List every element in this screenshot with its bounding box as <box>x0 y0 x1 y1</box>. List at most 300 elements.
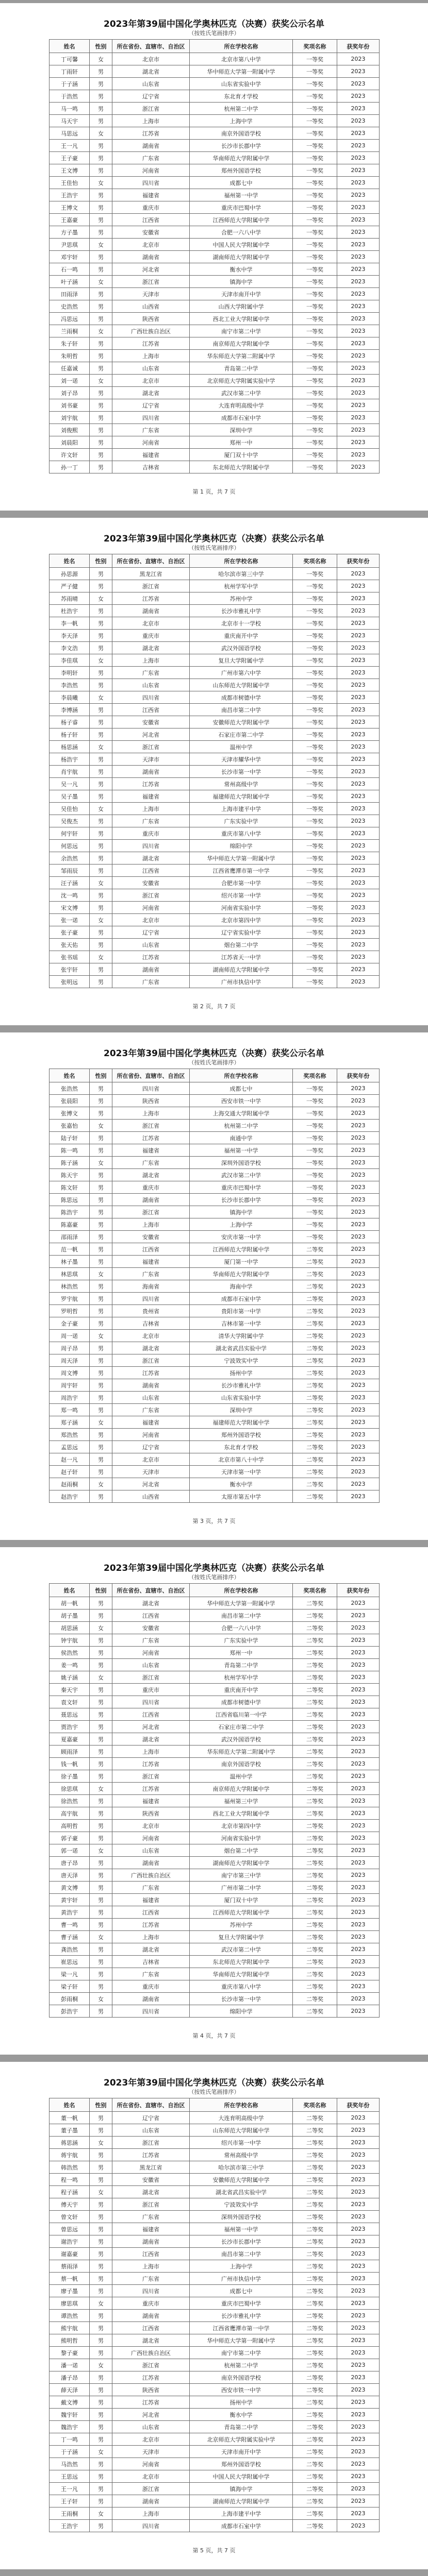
award-cell: 一等奖 <box>293 951 337 963</box>
gender-cell: 男 <box>90 2495 112 2507</box>
award-cell: 一等奖 <box>293 976 337 988</box>
name-cell: 邹雨辰 <box>50 865 90 877</box>
table-row <box>50 778 380 790</box>
province-cell: 江苏省 <box>112 2371 190 2384</box>
award-cell: 二等奖 <box>293 1659 337 1671</box>
table-row <box>50 1367 380 1379</box>
year-cell: 2023 <box>337 2495 380 2507</box>
gender-cell: 男 <box>90 2520 112 2532</box>
table-row <box>50 827 380 840</box>
column-header: 所在省份、直辖市、自治区 <box>112 40 190 53</box>
table-row <box>50 1107 380 1120</box>
gender-cell: 男 <box>90 164 112 177</box>
award-cell: 一等奖 <box>293 140 337 152</box>
table-row <box>50 288 380 300</box>
gender-cell: 男 <box>90 412 112 424</box>
province-cell: 湖南省 <box>112 1857 190 1869</box>
award-cell: 一等奖 <box>293 436 337 449</box>
name-cell: 刘晨阳 <box>50 436 90 449</box>
name-cell: 田雨泽 <box>50 288 90 300</box>
gender-cell: 男 <box>90 1943 112 1956</box>
award-cell: 一等奖 <box>293 350 337 362</box>
award-cell: 一等奖 <box>293 412 337 424</box>
page-title: 2023年第39届中国化学奥林匹克（决赛）获奖公示名单 <box>104 1563 324 1573</box>
gender-cell: 女 <box>90 177 112 189</box>
year-cell: 2023 <box>337 1733 380 1745</box>
award-cell: 二等奖 <box>293 1721 337 1733</box>
year-cell: 2023 <box>337 865 380 877</box>
table-row <box>50 127 380 140</box>
year-cell: 2023 <box>337 1770 380 1783</box>
name-cell: 张晨阳 <box>50 1095 90 1107</box>
table-row <box>50 1993 380 2005</box>
award-cell: 二等奖 <box>293 1367 337 1379</box>
year-cell: 2023 <box>337 939 380 951</box>
province-cell: 湖南省 <box>112 605 190 617</box>
table-row <box>50 1379 380 1392</box>
award-cell: 二等奖 <box>293 1745 337 1758</box>
award-cell: 一等奖 <box>293 728 337 741</box>
school-cell: 华东师范大学第二附属中学 <box>190 1745 293 1758</box>
name-cell: 廖思琪 <box>50 2297 90 2310</box>
school-cell: 深圳外国语学校 <box>190 2211 293 2223</box>
gender-cell: 男 <box>90 2112 112 2124</box>
award-cell: 一等奖 <box>293 263 337 276</box>
award-cell: 二等奖 <box>293 1256 337 1268</box>
gender-cell: 男 <box>90 1317 112 1330</box>
year-cell: 2023 <box>337 127 380 140</box>
school-cell: 长沙市长郡中学 <box>190 2235 293 2248</box>
name-cell: 戴文博 <box>50 2396 90 2409</box>
page-title: 2023年第39届中国化学奥林匹克（决赛）获奖公示名单 <box>104 1048 324 1059</box>
gender-cell: 男 <box>90 852 112 865</box>
table-row <box>50 877 380 889</box>
year-cell: 2023 <box>337 840 380 852</box>
table-row <box>50 1745 380 1758</box>
gender-cell: 男 <box>90 1919 112 1931</box>
name-cell: 高宇航 <box>50 1807 90 1820</box>
table-header-row <box>50 1584 380 1597</box>
year-cell: 2023 <box>337 2483 380 2495</box>
school-cell: 江西师范大学附属中学 <box>190 214 293 226</box>
award-cell: 二等奖 <box>293 1647 337 1659</box>
name-cell: 吴俊杰 <box>50 815 90 827</box>
name-cell: 陈文轩 <box>50 1181 90 1194</box>
province-cell: 广东省 <box>112 667 190 679</box>
name-cell: 顾雨泽 <box>50 1745 90 1758</box>
table-row <box>50 728 380 741</box>
school-cell: 郑州一中 <box>190 1647 293 1659</box>
province-cell: 河南省 <box>112 1832 190 1844</box>
table-row <box>50 889 380 902</box>
year-cell: 2023 <box>337 436 380 449</box>
page-number: 第 2 页，共 7 页 <box>192 1003 236 1010</box>
gender-cell: 男 <box>90 90 112 103</box>
school-cell: 烟台第二中学 <box>190 939 293 951</box>
gender-cell: 女 <box>90 1478 112 1490</box>
column-header: 姓名 <box>50 554 90 568</box>
school-cell: 重庆市第八中学 <box>190 1980 293 1993</box>
year-cell: 2023 <box>337 2161 380 2174</box>
award-cell: 二等奖 <box>293 1330 337 1342</box>
name-cell: 侯浩然 <box>50 1647 90 1659</box>
gender-cell: 男 <box>90 1441 112 1453</box>
year-cell: 2023 <box>337 2005 380 2018</box>
gender-cell: 女 <box>90 2359 112 2371</box>
table-row <box>50 2483 380 2495</box>
page-subtitle: （按姓氏笔画排序） <box>188 1059 240 1066</box>
school-cell: 绵阳中学 <box>190 840 293 852</box>
award-cell: 二等奖 <box>293 2310 337 2322</box>
province-cell: 广东省 <box>112 2273 190 2285</box>
school-cell: 江西省鹰潭市第一中学 <box>190 2322 293 2334</box>
province-cell: 江西省 <box>112 1609 190 1622</box>
column-header: 奖项名称 <box>293 2098 337 2112</box>
name-cell: 李博涵 <box>50 704 90 716</box>
name-cell: 陈子涵 <box>50 1157 90 1169</box>
school-cell: 福建师范大学附属中学 <box>190 1416 293 1429</box>
award-cell: 二等奖 <box>293 2273 337 2285</box>
award-cell: 二等奖 <box>293 1869 337 1882</box>
gender-cell: 女 <box>90 2186 112 2198</box>
name-cell: 杨思涵 <box>50 741 90 753</box>
school-cell: 杭州第二中学 <box>190 1120 293 1132</box>
table-row <box>50 214 380 226</box>
school-cell: 西北工业大学附属中学 <box>190 1807 293 1820</box>
table-row <box>50 2409 380 2421</box>
name-cell: 王思远 <box>50 2470 90 2483</box>
gender-cell: 男 <box>90 1647 112 1659</box>
column-header: 获奖年份 <box>337 1069 380 1082</box>
table-row <box>50 1441 380 1453</box>
province-cell: 天津市 <box>112 753 190 766</box>
table-row <box>50 1132 380 1144</box>
year-cell: 2023 <box>337 902 380 914</box>
school-cell: 山东师范大学附属中学 <box>190 2124 293 2137</box>
school-cell: 重庆市巴蜀中学 <box>190 1181 293 1194</box>
name-cell: 曾思远 <box>50 2223 90 2235</box>
award-cell: 二等奖 <box>293 1832 337 1844</box>
name-cell: 高明哲 <box>50 1820 90 1832</box>
name-cell: 廖子墨 <box>50 2285 90 2297</box>
name-cell: 王子轩 <box>50 2495 90 2507</box>
name-cell: 程子涵 <box>50 2186 90 2198</box>
school-cell: 武汉外国语学校 <box>190 1733 293 1745</box>
gender-cell: 女 <box>90 592 112 605</box>
table-row <box>50 1820 380 1832</box>
table-row <box>50 78 380 90</box>
award-cell: 一等奖 <box>293 803 337 815</box>
table-row <box>50 1708 380 1721</box>
table-row <box>50 2458 380 2470</box>
table-row <box>50 2470 380 2483</box>
gender-cell: 男 <box>90 679 112 691</box>
year-cell: 2023 <box>337 313 380 325</box>
award-cell: 一等奖 <box>293 605 337 617</box>
province-cell: 河南省 <box>112 436 190 449</box>
province-cell: 广西壮族自治区 <box>112 1869 190 1882</box>
year-cell: 2023 <box>337 1783 380 1795</box>
province-cell: 湖北省 <box>112 65 190 78</box>
gender-cell: 女 <box>90 1931 112 1943</box>
name-cell: 马一鸣 <box>50 103 90 115</box>
award-cell: 一等奖 <box>293 325 337 337</box>
school-cell: 常州高级中学 <box>190 2149 293 2161</box>
column-header: 所在学校名称 <box>190 554 293 568</box>
year-cell: 2023 <box>337 1647 380 1659</box>
school-cell: 重庆南开中学 <box>190 1684 293 1696</box>
gender-cell: 男 <box>90 1721 112 1733</box>
school-cell: 温州中学 <box>190 741 293 753</box>
province-cell: 天津市 <box>112 288 190 300</box>
table-row <box>50 1280 380 1293</box>
name-cell: 张一诺 <box>50 914 90 926</box>
award-cell: 二等奖 <box>293 1634 337 1647</box>
gender-cell: 女 <box>90 2137 112 2149</box>
award-table <box>49 1069 380 1503</box>
award-cell: 二等奖 <box>293 1429 337 1441</box>
table-row <box>50 2520 380 2532</box>
year-cell: 2023 <box>337 115 380 127</box>
province-cell: 湖南省 <box>112 963 190 976</box>
award-cell: 一等奖 <box>293 963 337 976</box>
table-row <box>50 1256 380 1268</box>
table-row <box>50 189 380 201</box>
year-cell: 2023 <box>337 164 380 177</box>
name-cell: 罗明哲 <box>50 1305 90 1317</box>
year-cell: 2023 <box>337 2174 380 2186</box>
province-cell: 湖南省 <box>112 1993 190 2005</box>
school-cell: 哈尔滨市第三中学 <box>190 2161 293 2174</box>
column-header: 获奖年份 <box>337 1584 380 1597</box>
school-cell: 广州市第二中学 <box>190 1882 293 1894</box>
school-cell: 南京师范大学附属中学 <box>190 337 293 350</box>
province-cell: 安徽省 <box>112 226 190 239</box>
award-cell: 二等奖 <box>293 2260 337 2273</box>
award-cell: 一等奖 <box>293 852 337 865</box>
school-cell: 河南省实验中学 <box>190 902 293 914</box>
name-cell: 余浩然 <box>50 852 90 865</box>
name-cell: 唐子昂 <box>50 1857 90 1869</box>
name-cell: 方子墨 <box>50 226 90 239</box>
award-cell: 一等奖 <box>293 654 337 667</box>
award-cell: 一等奖 <box>293 1144 337 1157</box>
province-cell: 广东省 <box>112 815 190 827</box>
name-cell: 沈一鸣 <box>50 889 90 902</box>
gender-cell: 男 <box>90 617 112 630</box>
table-row <box>50 115 380 127</box>
year-cell: 2023 <box>337 1844 380 1857</box>
table-row <box>50 1416 380 1429</box>
award-cell: 一等奖 <box>293 78 337 90</box>
name-cell: 张嘉怡 <box>50 1120 90 1132</box>
table-row <box>50 1218 380 1231</box>
gender-cell: 男 <box>90 362 112 375</box>
province-cell: 辽宁省 <box>112 90 190 103</box>
award-cell: 二等奖 <box>293 2483 337 2495</box>
province-cell: 北京市 <box>112 1330 190 1342</box>
year-cell: 2023 <box>337 803 380 815</box>
province-cell: 江西省 <box>112 704 190 716</box>
province-cell: 陕西省 <box>112 313 190 325</box>
name-cell: 杨子轩 <box>50 728 90 741</box>
year-cell: 2023 <box>337 1379 380 1392</box>
name-cell: 刘书豪 <box>50 399 90 412</box>
award-cell: 二等奖 <box>293 2371 337 2384</box>
gender-cell: 男 <box>90 201 112 214</box>
award-table <box>49 39 380 473</box>
table-row <box>50 1906 380 1919</box>
year-cell: 2023 <box>337 387 380 399</box>
school-cell: 杭州学军中学 <box>190 1671 293 1684</box>
gender-cell: 女 <box>90 239 112 251</box>
province-cell: 广东省 <box>112 424 190 436</box>
award-cell: 一等奖 <box>293 877 337 889</box>
table-row <box>50 2359 380 2371</box>
table-row <box>50 2273 380 2285</box>
school-cell: 中国人民大学附属中学 <box>190 239 293 251</box>
award-cell: 一等奖 <box>293 840 337 852</box>
year-cell: 2023 <box>337 2384 380 2396</box>
year-cell: 2023 <box>337 605 380 617</box>
school-cell: 大连育明高级中学 <box>190 399 293 412</box>
year-cell: 2023 <box>337 1993 380 2005</box>
province-cell: 广东省 <box>112 976 190 988</box>
province-cell: 江西省 <box>112 214 190 226</box>
year-cell: 2023 <box>337 1082 380 1095</box>
gender-cell: 女 <box>90 1993 112 2005</box>
province-cell: 江西省 <box>112 1906 190 1919</box>
table-row <box>50 1597 380 1609</box>
province-cell: 福建省 <box>112 1144 190 1157</box>
gender-cell: 男 <box>90 1342 112 1354</box>
gender-cell: 男 <box>90 152 112 164</box>
school-cell: 天津市南开中学 <box>190 2446 293 2458</box>
award-cell: 二等奖 <box>293 1931 337 1943</box>
year-cell: 2023 <box>337 568 380 580</box>
award-cell: 一等奖 <box>293 1206 337 1218</box>
table-row <box>50 1206 380 1218</box>
school-cell: 东北育才学校 <box>190 90 293 103</box>
page-title: 2023年第39届中国化学奥林匹克（决赛）获奖公示名单 <box>104 19 324 29</box>
name-cell: 贾浩宇 <box>50 1721 90 1733</box>
name-cell: 马思远 <box>50 127 90 140</box>
table-row <box>50 1696 380 1708</box>
year-cell: 2023 <box>337 1256 380 1268</box>
table-row <box>50 679 380 691</box>
province-cell: 北京市 <box>112 239 190 251</box>
school-cell: 中国人民大学附属中学 <box>190 2470 293 2483</box>
year-cell: 2023 <box>337 1980 380 1993</box>
table-row <box>50 766 380 778</box>
province-cell: 辽宁省 <box>112 926 190 939</box>
award-cell: 一等奖 <box>293 1218 337 1231</box>
name-cell: 杨子睿 <box>50 716 90 728</box>
province-cell: 北京市 <box>112 1453 190 1466</box>
province-cell: 河北省 <box>112 1478 190 1490</box>
gender-cell: 男 <box>90 2458 112 2470</box>
year-cell: 2023 <box>337 2458 380 2470</box>
year-cell: 2023 <box>337 1466 380 1478</box>
name-cell: 黄文博 <box>50 1882 90 1894</box>
gender-cell: 男 <box>90 1857 112 1869</box>
table-row <box>50 337 380 350</box>
school-cell: 华中师范大学第一附属中学 <box>190 65 293 78</box>
table-row <box>50 1120 380 1132</box>
award-cell: 一等奖 <box>293 127 337 140</box>
award-cell: 二等奖 <box>293 1342 337 1354</box>
table-row <box>50 1770 380 1783</box>
school-cell: 石家庄市第二中学 <box>190 1721 293 1733</box>
school-cell: 成都市石室中学 <box>190 1293 293 1305</box>
school-cell: 杭州第二中学 <box>190 2359 293 2371</box>
province-cell: 辽宁省 <box>112 399 190 412</box>
year-cell: 2023 <box>337 1943 380 1956</box>
name-cell: 吴子墨 <box>50 790 90 803</box>
province-cell: 上海市 <box>112 1745 190 1758</box>
school-cell: 郑州外国语学校 <box>190 1429 293 1441</box>
year-cell: 2023 <box>337 177 380 189</box>
year-cell: 2023 <box>337 1696 380 1708</box>
year-cell: 2023 <box>337 251 380 263</box>
school-cell: 华南师范大学附属中学 <box>190 1268 293 1280</box>
province-cell: 贵州省 <box>112 1305 190 1317</box>
table-row <box>50 2421 380 2433</box>
award-cell: 二等奖 <box>293 1807 337 1820</box>
province-cell: 北京市 <box>112 2470 190 2483</box>
province-cell: 安徽省 <box>112 877 190 889</box>
gender-cell: 女 <box>90 1120 112 1132</box>
province-cell: 四川省 <box>112 2520 190 2532</box>
year-cell: 2023 <box>337 1745 380 1758</box>
table-row <box>50 926 380 939</box>
year-cell: 2023 <box>337 1441 380 1453</box>
province-cell: 四川省 <box>112 691 190 704</box>
school-cell: 北京市十一学校 <box>190 617 293 630</box>
award-cell: 二等奖 <box>293 1844 337 1857</box>
province-cell: 四川省 <box>112 1696 190 1708</box>
award-cell: 二等奖 <box>293 1820 337 1832</box>
gender-cell: 男 <box>90 766 112 778</box>
award-cell: 二等奖 <box>293 2495 337 2507</box>
school-cell: 哈尔滨市第三中学 <box>190 568 293 580</box>
year-cell: 2023 <box>337 1317 380 1330</box>
award-cell: 二等奖 <box>293 1490 337 1503</box>
year-cell: 2023 <box>337 914 380 926</box>
gender-cell: 男 <box>90 630 112 642</box>
award-cell: 二等奖 <box>293 2359 337 2371</box>
table-row <box>50 654 380 667</box>
table-row <box>50 1721 380 1733</box>
gender-cell: 男 <box>90 115 112 127</box>
table-row <box>50 1354 380 1367</box>
award-cell: 二等奖 <box>293 1783 337 1795</box>
award-cell: 一等奖 <box>293 939 337 951</box>
school-cell: 广州市第六中学 <box>190 667 293 679</box>
year-cell: 2023 <box>337 1132 380 1144</box>
year-cell: 2023 <box>337 1305 380 1317</box>
year-cell: 2023 <box>337 1968 380 1980</box>
name-cell: 马天宇 <box>50 115 90 127</box>
province-cell: 辽宁省 <box>112 2112 190 2124</box>
school-cell: 广州市执信中学 <box>190 976 293 988</box>
table-row <box>50 1931 380 1943</box>
award-cell: 二等奖 <box>293 2409 337 2421</box>
page-number: 第 5 页，共 7 页 <box>192 2547 236 2554</box>
name-cell: 梁一凡 <box>50 1968 90 1980</box>
school-cell: 成都市树德中学 <box>190 1696 293 1708</box>
gender-cell: 男 <box>90 1082 112 1095</box>
